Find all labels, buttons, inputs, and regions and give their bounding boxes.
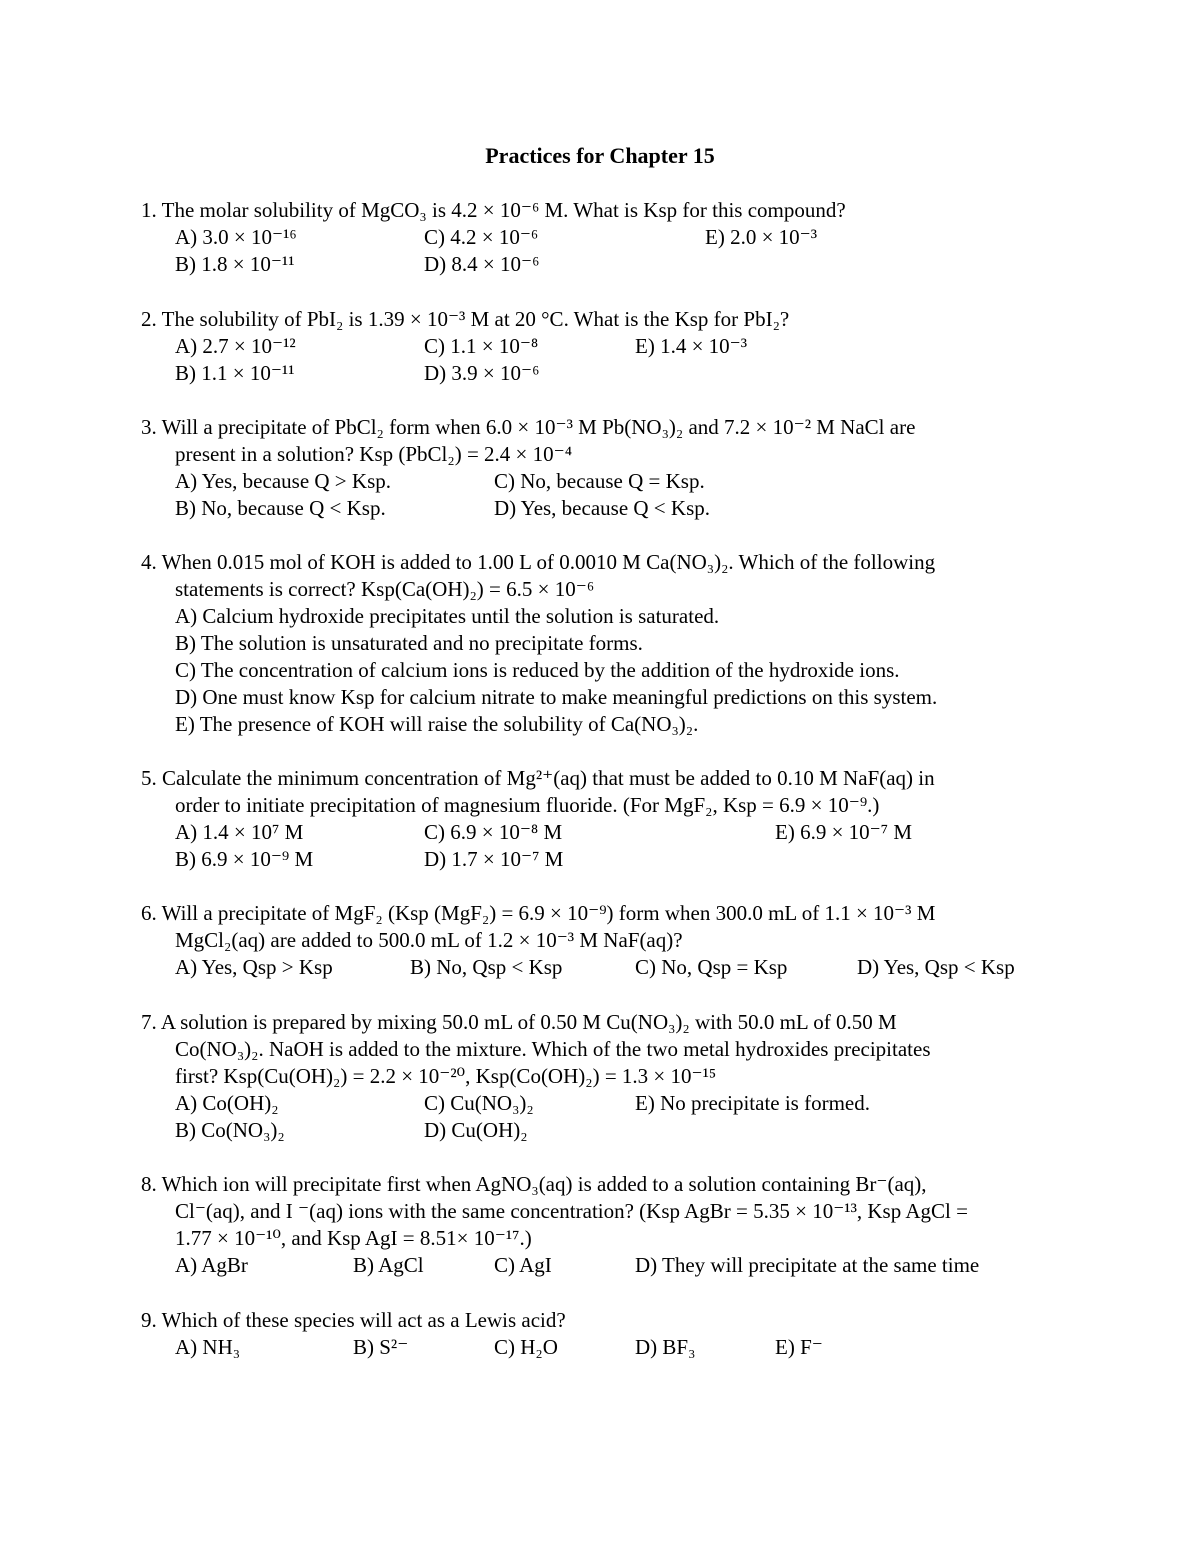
question-4-option-d: D) One must know Ksp for calcium nitrate to make meaningful predictions on this system. [175,685,938,709]
question-2-option-a: A) 2.7 × 10⁻¹² [175,334,296,358]
question-3-stem-line-1: 3. Will a precipitate of PbCl₂ form when 6.0 × 10⁻³ M Pb(NO₃)₂ and 7.2 × 10⁻² M NaCl are [141,415,916,439]
question-6-stem-line-2: MgCl₂(aq) are added to 500.0 mL of 1.2 × 10⁻³ M NaF(aq)? [175,928,683,952]
question-8-stem-line-2: Cl⁻(aq), and I ⁻(aq) ions with the same concentration? (Ksp AgBr = 5.35 × 10⁻¹³, Ksp AgCl = [175,1199,968,1223]
question-7-option-c: C) Cu(NO₃)₂ [424,1091,534,1115]
question-2-option-b: B) 1.1 × 10⁻¹¹ [175,361,295,385]
question-1-stem: 1. The molar solubility of MgCO₃ is 4.2 × 10⁻⁶ M. What is Ksp for this compound? [141,198,846,222]
question-2-option-e: E) 1.4 × 10⁻³ [635,334,748,358]
question-3-option-d: D) Yes, because Q < Ksp. [494,496,710,520]
question-5-option-e: E) 6.9 × 10⁻⁷ M [775,820,912,844]
question-5-stem-line-2: order to initiate precipitation of magnesium fluoride. (For MgF₂, Ksp = 6.9 × 10⁻⁹.) [175,793,880,817]
question-7-option-e: E) No precipitate is formed. [635,1091,870,1115]
question-6-stem-line-1: 6. Will a precipitate of MgF₂ (Ksp (MgF₂) = 6.9 × 10⁻⁹) form when 300.0 mL of 1.1 × 10⁻³ M [141,901,936,925]
question-7-stem-line-1: 7. A solution is prepared by mixing 50.0 mL of 0.50 M Cu(NO₃)₂ with 50.0 mL of 0.50 M [141,1010,897,1034]
question-3-option-b: B) No, because Q < Ksp. [175,496,386,520]
question-1-option-b: B) 1.8 × 10⁻¹¹ [175,252,295,276]
question-5-stem-line-1: 5. Calculate the minimum concentration of Mg²⁺(aq) that must be added to 0.10 M NaF(aq) in [141,766,935,790]
question-8-option-c: C) AgI [494,1253,552,1277]
question-1-option-c: C) 4.2 × 10⁻⁶ [424,225,539,249]
question-5-option-c: C) 6.9 × 10⁻⁸ M [424,820,563,844]
question-7-stem-line-3: first? Ksp(Cu(OH)₂) = 2.2 × 10⁻²⁰, Ksp(Co(OH)₂) = 1.3 × 10⁻¹⁵ [175,1064,717,1088]
question-9-option-a: A) NH₃ [175,1335,241,1359]
question-7-option-d: D) Cu(OH)₂ [424,1118,528,1142]
question-8-stem-line-3: 1.77 × 10⁻¹⁰, and Ksp AgI = 8.51× 10⁻¹⁷.) [175,1226,532,1250]
question-3-stem-line-2: present in a solution? Ksp (PbCl₂) = 2.4 × 10⁻⁴ [175,442,573,466]
question-6-option-c: C) No, Qsp = Ksp [635,955,788,979]
question-4-stem-line-2: statements is correct? Ksp(Ca(OH)₂) = 6.5 × 10⁻⁶ [175,577,595,601]
question-6-option-b: B) No, Qsp < Ksp [410,955,563,979]
page-title: Practices for Chapter 15 [485,143,715,168]
question-9-option-e: E) F⁻ [775,1335,823,1359]
question-7-option-b: B) Co(NO₃)₂ [175,1118,285,1142]
question-4-option-e: E) The presence of KOH will raise the solubility of Ca(NO₃)₂. [175,712,699,736]
question-1-option-e: E) 2.0 × 10⁻³ [705,225,818,249]
question-5-option-b: B) 6.9 × 10⁻⁹ M [175,847,314,871]
question-6-option-a: A) Yes, Qsp > Ksp [175,955,333,979]
question-6-option-d: D) Yes, Qsp < Ksp [857,955,1015,979]
question-4-option-b: B) The solution is unsaturated and no precipitate forms. [175,631,643,655]
question-2-option-c: C) 1.1 × 10⁻⁸ [424,334,539,358]
question-1-option-d: D) 8.4 × 10⁻⁶ [424,252,540,276]
question-9-option-c: C) H₂O [494,1335,558,1359]
question-8-stem-line-1: 8. Which ion will precipitate first when AgNO₃(aq) is added to a solution containing Br⁻(aq), [141,1172,927,1196]
question-8-option-d: D) They will precipitate at the same time [635,1253,980,1277]
question-7-option-a: A) Co(OH)₂ [175,1091,279,1115]
question-2-option-d: D) 3.9 × 10⁻⁶ [424,361,540,385]
question-8-option-a: A) AgBr [175,1253,248,1277]
question-5-option-d: D) 1.7 × 10⁻⁷ M [424,847,564,871]
question-4-option-c: C) The concentration of calcium ions is reduced by the addition of the hydroxide ions. [175,658,900,682]
question-9-stem: 9. Which of these species will act as a Lewis acid? [141,1308,566,1332]
question-3-option-c: C) No, because Q = Ksp. [494,469,705,493]
question-3-option-a: A) Yes, because Q > Ksp. [175,469,391,493]
question-9-option-d: D) BF₃ [635,1335,696,1359]
question-8-option-b: B) AgCl [353,1253,424,1277]
question-5-option-a: A) 1.4 × 10⁷ M [175,820,304,844]
question-4-stem-line-1: 4. When 0.015 mol of KOH is added to 1.00 L of 0.0010 M Ca(NO₃)₂. Which of the following [141,550,936,574]
question-1-option-a: A) 3.0 × 10⁻¹⁶ [175,225,297,249]
question-9-option-b: B) S²⁻ [353,1335,409,1359]
question-2-stem: 2. The solubility of PbI₂ is 1.39 × 10⁻³ M at 20 °C. What is the Ksp for PbI₂? [141,307,790,331]
question-4-option-a: A) Calcium hydroxide precipitates until the solution is saturated. [175,604,720,628]
question-7-stem-line-2: Co(NO₃)₂. NaOH is added to the mixture. Which of the two metal hydroxides precipitates [175,1037,931,1061]
